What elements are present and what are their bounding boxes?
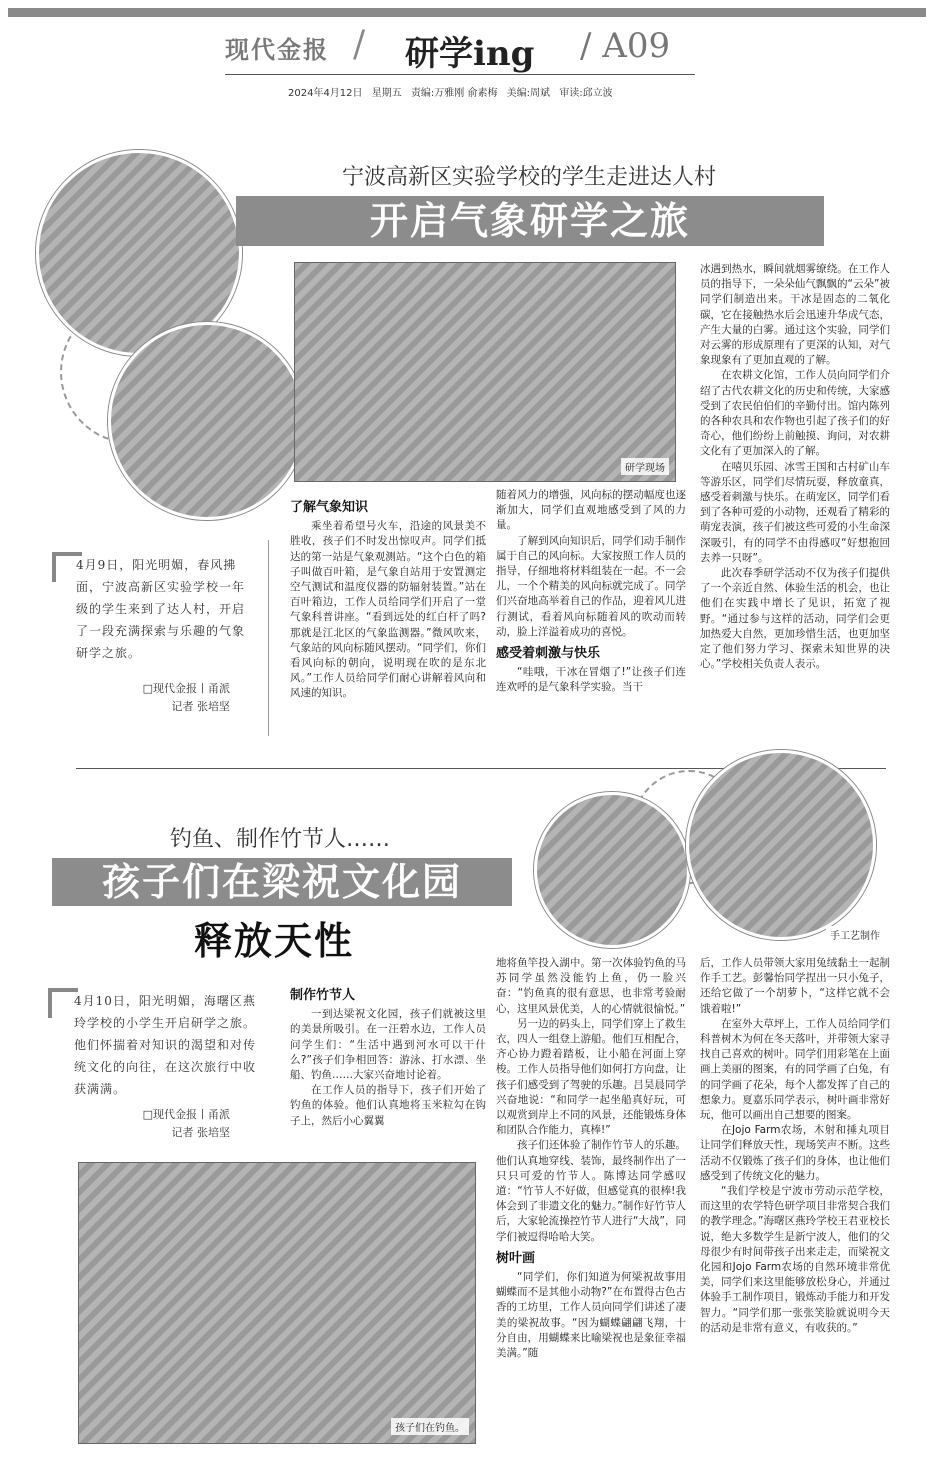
heading-leaf-painting: 树叶画 [496,1250,536,1266]
date: 2024年4月12日 [288,88,363,99]
article1-column-1 [290,498,486,702]
paragraph: 孩子们还体验了制作竹节人的乐趣。他们认真地穿线、装饰，最终制作出了一只只可爱的竹节人。陈博达同学感叹道：“竹节人不好做，但感觉真的很棒!我体会到了非遗文化的魅力。”制作好竹节人后，大家轮流操控竹节人进行“大战”，同学们被逗得哈哈大笑。 [496,1139,686,1243]
photo-fishing [78,1162,476,1444]
article2-title-line1: 孩子们在梁祝文化园 [52,858,512,906]
article2-byline [80,1106,230,1142]
masthead [225,26,695,75]
masthead-slash: / [353,24,366,65]
photo-circle-craft-children [686,750,876,940]
article2-column-2 [496,956,686,1361]
paragraph: 了解到风向知识后，同学们动手制作属于自己的风向标。大家按照工作人员的指导，仔细地将材料组装在一起。不一会儿，一个个精美的风向标就完成了。同学们兴奋地高举着自己的作品，迎着风儿进行测试，看着风向标随着风的吹动而转动，脸上洋溢着成功的喜悦。 [496,534,686,638]
heading-excitement: 感受着刺激与快乐 [496,646,601,662]
paragraph: 另一边的码头上，同学们穿上了救生衣，四人一组登上游船。他们互相配合，齐心协力蹬着踏板，让小船在河面上穿梭。工作人员指导他们如何打方向盘，让孩子们感受到了驾驶的乐趣。吕昊晨同学兴奋地说：“和同学一起坐船真好玩，可以观赏到岸上不同的风景，还能锻炼身体和团队合作能力，真棒!” [496,1017,686,1137]
paragraph: 在工作人员的指导下，孩子们开始了钓鱼的体验。他们认真地将玉米粒勾在钩子上，然后小心翼翼 [290,1084,486,1127]
photo-study-site [294,262,676,482]
article1-byline [80,680,230,716]
photo-circle-train-ride [108,322,306,520]
page-number: / A09 [580,26,671,66]
paragraph: 此次春季研学活动不仅为孩子们提供了一个亲近自然、体验生活的机会，也让他们在实践中增长了见识，拓宽了视野。“通过参与这样的活动，同学们会更加热爱大自然，更加珍惜生活，也更加坚定了他们努力学习、探索未知世界的决心。”学校相关负责人表示。 [700,567,890,671]
designer: 美编:周斌 [506,88,551,99]
paragraph: 在Jojo Farm农场，木射和捶丸项目让同学们释放天性，现场笑声不断。这些活动不仅锻炼了孩子们的身体，也让他们感受到了传统文化的魅力。 [700,1124,890,1182]
paragraph: 随着风力的增强，风向标的摆动幅度也逐渐加大，同学们直观地感受到了风的力量。 [496,489,686,532]
top-bar [8,8,926,17]
heading-bamboo-puppet: 制作竹节人 [290,988,356,1003]
paragraph: “同学们，你们知道为何梁祝故事用蝴蝶而不是其他小动物?”在布置得古色古香的工坊里，工作人员向同学们讲述了凄美的梁祝故事。“因为蝴蝶翩翩飞翔，十分自由，用蝴蝶来比喻梁祝也是象征幸福美满。”随 [496,1271,686,1360]
paragraph: 一到达梁祝文化园，孩子们就被这里的美景所吸引。在一汪碧水边，工作人员问学生们：“生活中遇到河水可以干什么?”孩子们争相回答：游泳、打水漂、坐船、钓鱼……大家兴奋地讨论着。 [290,1008,486,1082]
photo-caption: 研学现场 [621,458,669,475]
paragraph: 地将鱼竿投入湖中。第一次体验钓鱼的马苏同学虽然没能钓上鱼，仍一脸兴奋：“钓鱼真的很有意思，也非常考验耐心，这里风景优美，人的心情就很愉悦。” [496,957,686,1015]
article1-subtitle: 宁波高新区实验学校的学生走进达人村 [342,165,717,190]
article1-column-2 [496,488,686,696]
section-title: 研学ing [405,34,535,74]
photo-caption-craft: 手工艺制作 [826,926,884,943]
paragraph: “我们学校是宁波市劳动示范学校，而这里的农学特色研学项目非常契合我们的教学理念。”海曙区燕玲学校王君亚校长说，绝大多数学生是新宁波人，他们的父母很少有时间带孩子出来走走，而梁祝文化园和Jojo Farm农场的自然环境非常优美，同学们来这里能够放松身心，并通过体验手工制作项目，锻炼动手能力和开发智力。“同学们那一张张笑脸就说明今天的活动是非常有意义，有收获的。” [700,1185,890,1334]
dateline [288,84,619,99]
article2-subtitle: 钓鱼、制作竹节人…… [170,827,391,852]
article1-column-3 [700,262,890,672]
paragraph: 后，工作人员带领大家用兔绒黏土一起制作手工艺。彭馨怡同学捏出一只小兔子，还给它做了一个胡萝卜，“这样它就不会饿着啦!” [700,957,890,1015]
article1-title: 开启气象研学之旅 [236,196,824,246]
byline-reporter: 记者 张培坚 [171,700,230,713]
heading-weather-knowledge: 了解气象知识 [290,500,369,515]
article2-title-line2: 释放天性 [194,919,355,963]
photo-caption-fishing: 孩子们在钓鱼。 [391,1418,469,1435]
byline-agency: □现代金报丨甬派 [142,1108,230,1121]
column-rule [268,540,269,736]
paragraph: 在室外大草坪上，工作人员给同学们科普树木为何在冬天落叶，并带领大家寻找自己喜欢的树叶。同学们用彩笔在上面画上美丽的图案，有的同学画了白兔，有的同学画了花朵，每个人都发挥了自己的想象力。夏嘉乐同学表示，树叶画非常好玩，他可以画出自己想要的图案。 [700,1017,890,1122]
paragraph: 在农耕文化馆，工作人员向同学们介绍了古代农耕文化的历史和传统，大家感受到了农民伯伯们的辛勤付出。馆内陈列的各种农具和农作物也引起了孩子们的好奇心，他们纷纷上前触摸、询问，对农耕文化有了更加深入的了解。 [700,369,890,458]
weekday: 星期五 [371,88,402,99]
newspaper-name: 现代金报 [225,35,329,64]
byline-agency: □现代金报丨甬派 [142,682,230,695]
paragraph: 乘坐着希望号火车，沿途的风景美不胜收，孩子们不时发出惊叹声。同学们抵达的第一站是气象观测站。“这个白色的箱子叫做百叶箱，是气象自站用于安置测定空气测试和温度仪器的防辐射装置。”站在百叶箱边，工作人员给同学们开启了一堂气象科普讲座。“看到远处的红白杆了吗?那就是江北区的气象监测器。”微风吹来，气象站的风向标随风摆动。“同学们，你们看风向标的朝向，说明现在吹的是东北风。”工作人员给同学们耐心讲解着风向和风速的知识。 [290,520,486,700]
article2-column-3 [700,956,890,1336]
article1-lead: 4月9日，阳光明媚，春风拂面，宁波高新区实验学校一年级的学生来到了达人村，开启了一段充满探索与乐趣的气象研学之旅。 [76,558,246,660]
paragraph: 冰遇到热水，瞬间就烟雾缭绕。在工作人员的指导下，一朵朵仙气飘飘的“云朵”被同学们制造出来。干冰是固态的二氧化碳，它在接触热水后会迅速升华成气态，产生大量的白雾。通过这个实验，同学们对云雾的形成原理有了更深的认知，对气象现象有了更加直观的了解。 [700,263,890,367]
reviewer: 审读:邱立波 [559,88,613,99]
paragraph: “哇哦，干冰在冒烟了!”让孩子们连连欢呼的是气象科学实验。当干 [496,666,686,694]
article2-lead: 4月10日，阳光明媚，海曙区燕玲学校的小学生开启研学之旅。他们怀揣着对知识的渴望和对传统文化的向往，在这次旅行中收获满满。 [74,994,257,1096]
photo-circle-craft-adult [534,792,690,948]
paragraph: 在嘻贝乐园、冰雪王国和古村矿山车等游乐区，同学们尽情玩耍，释放童真，感受着刺激与快乐。在萌宠区，同学们看到了各种可爱的小动物，还观看了精彩的萌宠表演，孩子们被这些可爱的小生命深深吸引，有的同学不由得感叹“好想抱回去养一只呀”。 [700,460,890,564]
editor: 责编:万雅刚 俞素梅 [410,88,498,99]
byline-reporter: 记者 张培坚 [171,1126,230,1139]
article2-column-1 [290,986,486,1129]
